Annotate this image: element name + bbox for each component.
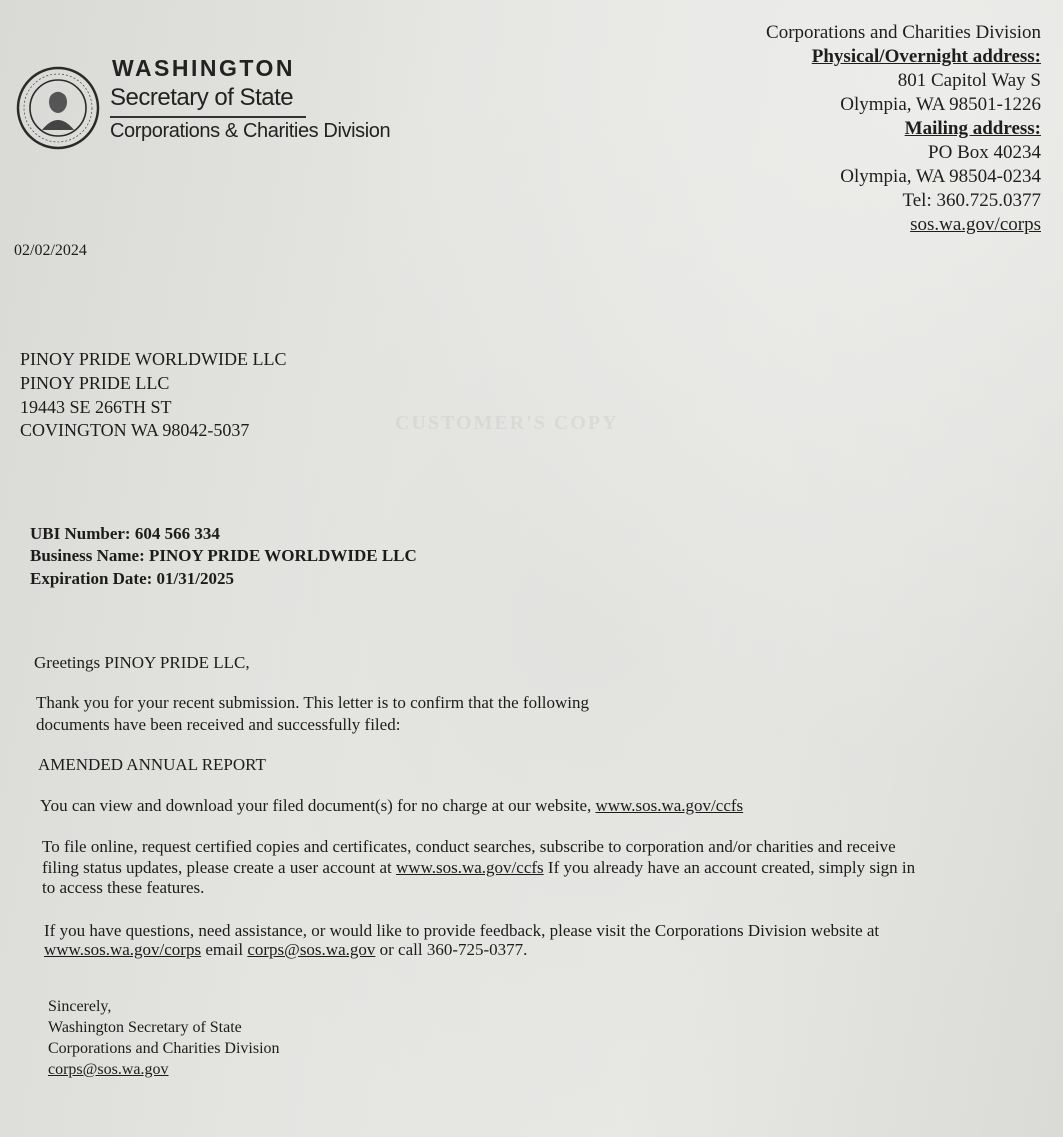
recipient-line-2: PINOY PRIDE LLC <box>20 373 170 393</box>
office-website-link[interactable]: sos.wa.gov/corps <box>910 214 1041 235</box>
recipient-line-1: PINOY PRIDE WORLDWIDE LLC <box>20 349 287 369</box>
file-online-text-after: If you already have an account created, simply sign in <box>547 858 916 877</box>
view-download-paragraph <box>40 796 743 816</box>
state-seal-icon <box>16 66 100 150</box>
closing-email-link[interactable]: corps@sos.wa.gov <box>48 1061 169 1078</box>
view-download-text: You can view and download your filed document(s) for no charge at our website, <box>40 796 592 815</box>
letter-date: 02/02/2024 <box>14 242 87 259</box>
ubi-number: UBI Number: 604 566 334 <box>30 524 220 543</box>
document-filed: AMENDED ANNUAL REPORT <box>38 755 266 774</box>
file-online-line-1: To file online, request certified copies and certificates, conduct searches, subscribe to corporation and/or charities and receive <box>42 837 896 856</box>
physical-city: Olympia, WA 98501-1226 <box>840 94 1041 115</box>
confirmation-line-2: documents have been received and successfully filed: <box>36 715 401 734</box>
office-telephone: Tel: 360.725.0377 <box>902 190 1041 211</box>
corps-email-link[interactable]: corps@sos.wa.gov <box>247 940 376 959</box>
ccfs-link[interactable]: www.sos.wa.gov/ccfs <box>595 796 744 815</box>
questions-line-2 <box>44 940 527 960</box>
brand-division: Corporations & Charities Division <box>110 120 391 142</box>
brand-divider <box>110 116 306 118</box>
mailing-city: Olympia, WA 98504-0234 <box>840 166 1041 187</box>
file-online-line-3: to access these features. <box>42 878 205 897</box>
mailing-box: PO Box 40234 <box>928 142 1041 163</box>
brand-secretary-of-state: Secretary of State <box>110 84 294 111</box>
signatory-division: Corporations and Charities Division <box>48 1040 280 1057</box>
email-word: email <box>205 940 244 959</box>
greeting: Greetings PINOY PRIDE LLC, <box>34 653 250 672</box>
recipient-line-4: COVINGTON WA 98042-5037 <box>20 420 250 440</box>
sign-off: Sincerely, <box>48 998 112 1015</box>
watermark: CUSTOMER'S COPY <box>395 412 619 434</box>
expiration-date: Expiration Date: 01/31/2025 <box>30 569 234 588</box>
questions-line-1: If you have questions, need assistance, or would like to provide feedback, please visit the Corporations Division website at <box>44 921 880 940</box>
mailing-address-label: Mailing address: <box>904 118 1041 139</box>
file-online-line-2 <box>42 858 915 878</box>
signatory-office: Washington Secretary of State <box>48 1019 242 1036</box>
call-text: or call 360-725-0377. <box>379 940 528 959</box>
physical-address-label: Physical/Overnight address: <box>811 46 1041 67</box>
corps-website-link[interactable]: www.sos.wa.gov/corps <box>44 940 202 959</box>
ccfs-account-link[interactable]: www.sos.wa.gov/ccfs <box>396 858 544 877</box>
file-online-text: filing status updates, please create a user account at <box>42 858 392 877</box>
brand-washington: WASHINGTON <box>112 55 296 81</box>
office-division: Corporations and Charities Division <box>766 22 1041 43</box>
recipient-line-3: 19443 SE 266TH ST <box>20 397 172 417</box>
business-name: Business Name: PINOY PRIDE WORLDWIDE LLC <box>30 546 417 565</box>
confirmation-line-1: Thank you for your recent submission. This letter is to confirm that the following <box>36 693 590 712</box>
physical-street: 801 Capitol Way S <box>897 70 1041 91</box>
